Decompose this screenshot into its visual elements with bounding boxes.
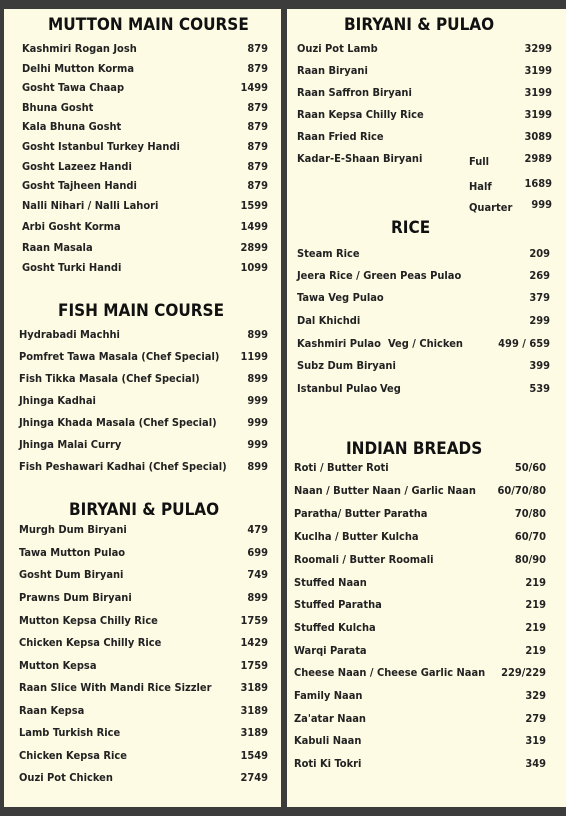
menu-item-price: 219 [525,576,546,589]
menu-item-price: 899 [247,372,268,385]
menu-item-name: Jeera Rice / Green Peas Pulao [297,269,462,282]
menu-item-variant: Veg [380,382,401,395]
menu-item-price: 2899 [240,241,268,254]
menu-item-price: 219 [525,598,546,611]
right-menu-panel [287,9,566,807]
menu-item-price: 1759 [240,614,268,627]
menu-item-name: Cheese Naan / Cheese Garlic Naan [294,666,486,679]
menu-item-name: Chicken Kepsa Chilly Rice [19,636,162,649]
menu-item-name: Gosht Dum Biryani [19,568,124,581]
menu-item-price: 299 [529,314,550,327]
menu-item-name: Family Naan [294,689,363,702]
menu-item-name: Delhi Mutton Korma [22,62,134,75]
menu-item-price: 229/229 [501,666,546,679]
menu-item-name: Nalli Nihari / Nalli Lahori [22,199,159,212]
size-option-price: 999 [531,198,552,211]
menu-item-price: 3199 [524,64,552,77]
size-option-label: Half [469,180,492,193]
menu-item-name: Kuclha / Butter Kulcha [294,530,419,543]
menu-item-name: Raan Saffron Biryani [297,86,412,99]
menu-item-price: 3199 [524,86,552,99]
rice-title: RICE [391,218,431,238]
menu-item-price: 999 [247,394,268,407]
menu-item-name: Kashmiri Rogan Josh [22,42,137,55]
menu-item-price: 3189 [240,704,268,717]
menu-item-name: Stuffed Kulcha [294,621,376,634]
menu-item-price: 1499 [240,81,268,94]
menu-item-name: Tawa Mutton Pulao [19,546,126,559]
menu-item-name: Ouzi Pot Lamb [297,42,378,55]
menu-item-price: 749 [247,568,268,581]
menu-item-name: Steam Rice [297,247,360,260]
menu-item-name: Kala Bhuna Gosht [22,120,122,133]
menu-item-price: 1599 [240,199,268,212]
menu-item-price: 269 [529,269,550,282]
menu-item-name: Kashmiri Pulao [297,337,381,350]
size-option-price: 2989 [524,152,552,165]
menu-item-name: Raan Slice With Mandi Rice Sizzler [19,681,212,694]
menu-item-name: Pomfret Tawa Masala (Chef Special) [19,350,220,363]
menu-item-name: Gosht Turki Handi [22,261,122,274]
menu-item-price: 70/80 [514,507,546,520]
menu-item-price: 879 [247,160,268,173]
menu-item-price: 80/90 [514,553,546,566]
menu-item-price: 899 [247,591,268,604]
menu-item-price: 879 [247,120,268,133]
menu-item-name: Za'atar Naan [294,712,366,725]
menu-item-variant: Veg / Chicken [388,337,463,350]
menu-item-name: Stuffed Naan [294,576,367,589]
menu-item-name: Chicken Kepsa Rice [19,749,127,762]
menu-item-name: Raan Kepsa Chilly Rice [297,108,424,121]
menu-item-price: 3089 [524,130,552,143]
menu-item-name: Prawns Dum Biryani [19,591,132,604]
menu-item-name: Lamb Turkish Rice [19,726,121,739]
menu-item-name: Murgh Dum Biryani [19,523,127,536]
menu-item-name: Istanbul Pulao [297,382,378,395]
menu-item-name: Raan Masala [22,241,93,254]
menu-item-price: 879 [247,140,268,153]
menu-item-name: Jhinga Khada Masala (Chef Special) [19,416,217,429]
menu-item-price: 349 [525,757,546,770]
menu-item-price: 539 [529,382,550,395]
menu-item-name: Gosht Istanbul Turkey Handi [22,140,180,153]
menu-item-price: 219 [525,621,546,634]
menu-item-price: 379 [529,291,550,304]
menu-item-price: 1429 [240,636,268,649]
menu-item-name: Hydrabadi Machhi [19,328,120,341]
menu-item-price: 899 [247,460,268,473]
menu-item-price: 899 [247,328,268,341]
menu-item-name: Bhuna Gosht [22,101,94,114]
menu-item-name: Raan Biryani [297,64,368,77]
menu-item-name: Roti / Butter Roti [294,461,389,474]
menu-item-name: Warqi Parata [294,644,367,657]
menu-item-name: Fish Peshawari Kadhai (Chef Special) [19,460,227,473]
menu-item-price: 1759 [240,659,268,672]
menu-item-price: 879 [247,101,268,114]
menu-item-price: 1199 [240,350,268,363]
menu-item-price: 319 [525,734,546,747]
menu-item-name: Jhinga Malai Curry [19,438,122,451]
size-option-price: 1689 [524,177,552,190]
menu-item-price: 329 [525,689,546,702]
menu-item-name: Mutton Kepsa [19,659,97,672]
menu-item-name: Arbi Gosht Korma [22,220,121,233]
menu-item-price: 1499 [240,220,268,233]
menu-item-price: 1549 [240,749,268,762]
mutton-main-course-title: MUTTON MAIN COURSE [48,15,249,35]
menu-item-price: 879 [247,179,268,192]
fish-main-course-title: FISH MAIN COURSE [58,301,225,321]
menu-item-price: 699 [247,546,268,559]
menu-item-name: Kadar-E-Shaan Biryani [297,152,423,165]
menu-item-price: 499 / 659 [498,337,550,350]
menu-item-name: Kabuli Naan [294,734,362,747]
menu-item-price: 3199 [524,108,552,121]
menu-item-price: 399 [529,359,550,372]
size-option-label: Full [469,155,490,168]
menu-item-price: 879 [247,42,268,55]
menu-item-name: Stuffed Paratha [294,598,382,611]
menu-item-price: 479 [247,523,268,536]
menu-item-price: 3299 [524,42,552,55]
indian-breads-title: INDIAN BREADS [346,439,483,459]
left-biryani-pulao-title: BIRYANI & PULAO [69,500,220,520]
menu-item-name: Gosht Tawa Chaap [22,81,125,94]
menu-item-price: 209 [529,247,550,260]
menu-item-name: Gosht Lazeez Handi [22,160,132,173]
menu-item-price: 219 [525,644,546,657]
menu-item-price: 279 [525,712,546,725]
menu-item-price: 2749 [240,771,268,784]
menu-item-name: Raan Fried Rice [297,130,384,143]
menu-item-name: Dal Khichdi [297,314,361,327]
menu-item-price: 879 [247,62,268,75]
menu-item-name: Subz Dum Biryani [297,359,396,372]
menu-item-name: Ouzi Pot Chicken [19,771,113,784]
menu-item-name: Roti Ki Tokri [294,757,362,770]
menu-item-name: Fish Tikka Masala (Chef Special) [19,372,200,385]
left-menu-panel [4,9,281,807]
menu-item-name: Roomali / Butter Roomali [294,553,434,566]
menu-item-price: 3189 [240,681,268,694]
right-biryani-pulao-title: BIRYANI & PULAO [344,15,495,35]
menu-item-name: Mutton Kepsa Chilly Rice [19,614,158,627]
menu-item-price: 3189 [240,726,268,739]
menu-item-name: Paratha/ Butter Paratha [294,507,428,520]
menu-item-name: Gosht Tajheen Handi [22,179,137,192]
menu-item-price: 999 [247,438,268,451]
size-option-label: Quarter [469,201,513,214]
menu-item-price: 60/70/80 [497,484,546,497]
menu-item-price: 50/60 [514,461,546,474]
menu-item-price: 999 [247,416,268,429]
menu-item-name: Jhinga Kadhai [19,394,96,407]
menu-item-name: Raan Kepsa [19,704,85,717]
menu-item-name: Tawa Veg Pulao [297,291,384,304]
menu-item-price: 1099 [240,261,268,274]
menu-item-price: 60/70 [514,530,546,543]
menu-item-name: Naan / Butter Naan / Garlic Naan [294,484,476,497]
